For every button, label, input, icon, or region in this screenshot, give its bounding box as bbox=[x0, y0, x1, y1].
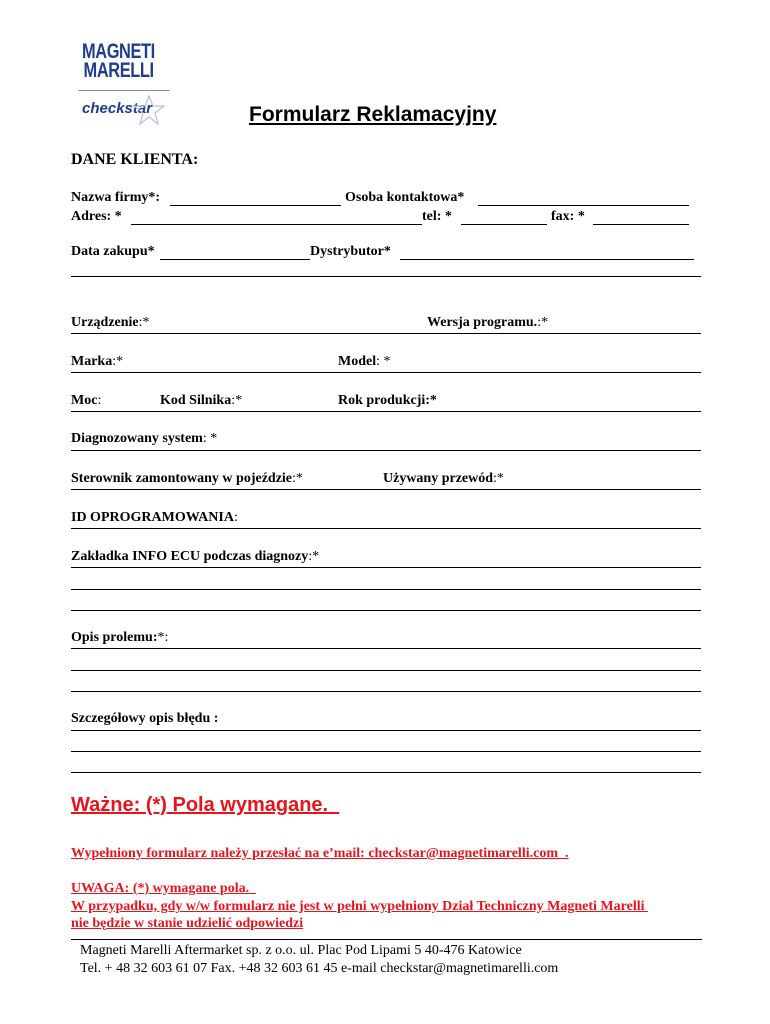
cable-label-text: Używany przewód bbox=[383, 471, 494, 486]
software-version-star: :* bbox=[537, 315, 549, 330]
problem-label-text: Opis prolemu: bbox=[71, 630, 158, 645]
fax-field[interactable] bbox=[593, 224, 689, 225]
info-ecu-field-2[interactable] bbox=[71, 589, 701, 590]
warning-line-2: W przypadku, gdy w/w formularz nie jest w pełni wypełniony Dział Techniczny Magneti Marelli bbox=[71, 899, 648, 914]
production-year-label: Rok produkcji:* bbox=[338, 393, 437, 408]
software-id-star: : bbox=[233, 510, 238, 525]
address-label: Adres: * bbox=[71, 209, 122, 224]
company-field[interactable] bbox=[170, 205, 341, 206]
footer-contact: Tel. + 48 32 603 61 07 Fax. +48 32 603 61 45 e-mail checkstar@magnetimarelli.com bbox=[80, 961, 559, 976]
tel-field[interactable] bbox=[461, 224, 547, 225]
error-detail-field-1[interactable] bbox=[71, 730, 701, 731]
ecu-label-text: Sterownik zamontowany w pojeździe bbox=[71, 471, 293, 486]
power-engine-year-field[interactable] bbox=[71, 411, 701, 412]
company-label: Nazwa firmy*: bbox=[71, 190, 161, 205]
brand-model-field[interactable] bbox=[71, 372, 701, 373]
fax-label: fax: * bbox=[551, 209, 585, 224]
brand-label-star: :* bbox=[112, 354, 124, 369]
ecu-label bbox=[71, 471, 303, 487]
software-version-label bbox=[427, 315, 548, 331]
engine-code-star: :* bbox=[231, 393, 243, 408]
info-ecu-label bbox=[71, 549, 319, 565]
problem-label-star: *: bbox=[157, 630, 169, 645]
contact-field[interactable] bbox=[478, 205, 689, 206]
distributor-label: Dystrybutor* bbox=[310, 244, 391, 259]
purchase-date-field[interactable] bbox=[160, 259, 310, 260]
send-info-notice: Wypełniony formularz należy przesłać na e’mail: checkstar@magnetimarelli.com . bbox=[71, 846, 569, 861]
device-label bbox=[71, 315, 150, 331]
brand-label-text: Marka bbox=[71, 354, 113, 369]
power-label bbox=[71, 393, 101, 409]
info-ecu-field-3[interactable] bbox=[71, 610, 701, 611]
distributor-field[interactable] bbox=[400, 259, 694, 260]
address-field[interactable] bbox=[131, 224, 422, 225]
checkstar-wordmark: checkstar bbox=[82, 100, 153, 117]
diagnosed-system-label bbox=[71, 431, 217, 447]
power-label-star: : bbox=[97, 393, 102, 408]
diagnosed-system-field[interactable] bbox=[71, 450, 701, 451]
info-ecu-field-1[interactable] bbox=[71, 567, 701, 568]
engine-code-text: Kod Silnika bbox=[160, 393, 232, 408]
warning-line-3: nie będzie w stanie udzielić odpowiedzi bbox=[71, 916, 304, 931]
info-ecu-star: :* bbox=[308, 549, 320, 564]
error-detail-field-3[interactable] bbox=[71, 772, 701, 773]
device-field[interactable] bbox=[71, 333, 701, 334]
diagnosed-system-star: : * bbox=[202, 431, 218, 446]
software-version-text: Wersja programu. bbox=[427, 315, 538, 330]
cable-label bbox=[383, 471, 504, 487]
footer-divider bbox=[71, 939, 702, 940]
problem-label bbox=[71, 630, 168, 646]
logo-divider bbox=[78, 90, 170, 91]
problem-field-3[interactable] bbox=[71, 691, 701, 692]
error-detail-field-2[interactable] bbox=[71, 751, 701, 752]
info-ecu-text: Zakładka INFO ECU podczas diagnozy bbox=[71, 549, 309, 564]
logo-line-1: MAGNETI bbox=[82, 40, 155, 63]
client-extra-line[interactable] bbox=[71, 276, 701, 277]
engine-code-label bbox=[160, 393, 242, 409]
purchase-date-label: Data zakupu* bbox=[71, 244, 155, 259]
logo-line-2: MARELLI bbox=[83, 59, 154, 82]
diagnosed-system-text: Diagnozowany system bbox=[71, 431, 203, 446]
power-label-text: Moc bbox=[71, 393, 98, 408]
client-section-heading: DANE KLIENTA: bbox=[71, 151, 199, 168]
checkstar-logo bbox=[82, 100, 172, 126]
problem-field-2[interactable] bbox=[71, 670, 701, 671]
ecu-cable-field[interactable] bbox=[71, 489, 701, 490]
software-id-label bbox=[71, 510, 238, 526]
footer-address: Magneti Marelli Aftermarket sp. z o.o. ul. Plac Pod Lipami 5 40-476 Katowice bbox=[80, 943, 522, 958]
warning-line-1: UWAGA: (*) wymagane pola. bbox=[71, 881, 257, 896]
model-label-text: Model bbox=[338, 354, 377, 369]
device-label-star: :* bbox=[138, 315, 150, 330]
model-label-star: : * bbox=[376, 354, 391, 369]
cable-label-star: :* bbox=[493, 471, 504, 486]
page-title: Formularz Reklamacyjny bbox=[249, 103, 497, 126]
device-label-text: Urządzenie bbox=[71, 315, 139, 330]
model-label bbox=[338, 354, 391, 370]
star-icon bbox=[132, 94, 166, 126]
ecu-label-star: :* bbox=[292, 471, 303, 486]
tel-label: tel: * bbox=[422, 209, 452, 224]
brand-label bbox=[71, 354, 123, 370]
error-detail-label: Szczegółowy opis błędu : bbox=[71, 711, 219, 726]
software-id-text: ID OPROGRAMOWANIA bbox=[71, 510, 234, 525]
contact-label: Osoba kontaktowa* bbox=[345, 190, 465, 205]
magneti-marelli-logo bbox=[82, 42, 162, 86]
software-id-field[interactable] bbox=[71, 528, 701, 529]
problem-field-1[interactable] bbox=[71, 648, 701, 649]
required-notice: Ważne: (*) Pola wymagane. bbox=[71, 794, 340, 816]
